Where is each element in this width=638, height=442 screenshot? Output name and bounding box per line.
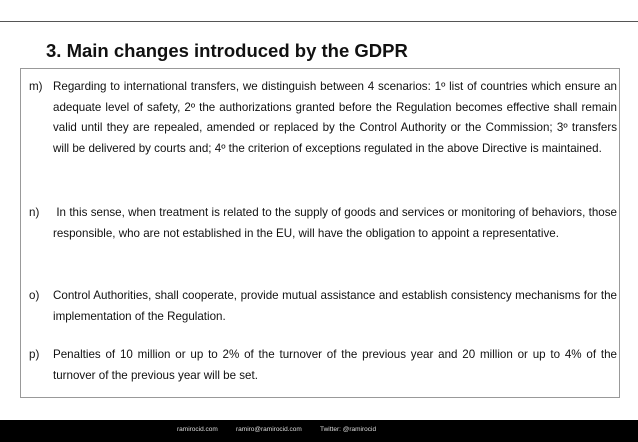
list-item-text: Regarding to international transfers, we distinguish between 4 scenarios: 1º list of countries which ensure an adequate level of safety, 2º the authorizations granted before the Regulation becomes effective shall remain valid until they are repealed, amended or replaced by the Control Authority or the Commission; 3º transfers will be delivered by courts and; 4º the criterion of exceptions regulated in the above Directive is maintained. bbox=[53, 80, 617, 155]
list-item-n bbox=[29, 203, 621, 244]
footer-twitter: Twitter: @ramirocid bbox=[320, 426, 377, 433]
content-box bbox=[20, 68, 620, 398]
slide-title: 3. Main changes introduced by the GDPR bbox=[46, 40, 408, 61]
top-divider bbox=[0, 21, 638, 22]
list-marker: m) bbox=[29, 80, 43, 93]
footer-website: ramirocid.com bbox=[177, 426, 218, 433]
list-item-text: Control Authorities, shall cooperate, provide mutual assistance and establish consistency mechanisms for the implementation of the Regulation. bbox=[53, 289, 617, 323]
list-marker: o) bbox=[29, 289, 40, 302]
list-item-m bbox=[29, 77, 617, 159]
list-marker: p) bbox=[29, 348, 40, 361]
footer-bar bbox=[0, 420, 638, 442]
list-marker: n) bbox=[29, 206, 40, 219]
list-item-o bbox=[29, 286, 617, 327]
list-item-p bbox=[29, 345, 617, 386]
footer-email: ramiro@ramirocid.com bbox=[236, 426, 302, 433]
list-item-text: In this sense, when treatment is related to the supply of goods and services or monitoring of behaviors, those responsible, who are not established in the EU, will have the obligation to appoint a representative. bbox=[53, 206, 621, 240]
list-item-text: Penalties of 10 million or up to 2% of the turnover of the previous year and 20 million or up to 4% of the turnover of the previous year will be set. bbox=[53, 348, 617, 382]
